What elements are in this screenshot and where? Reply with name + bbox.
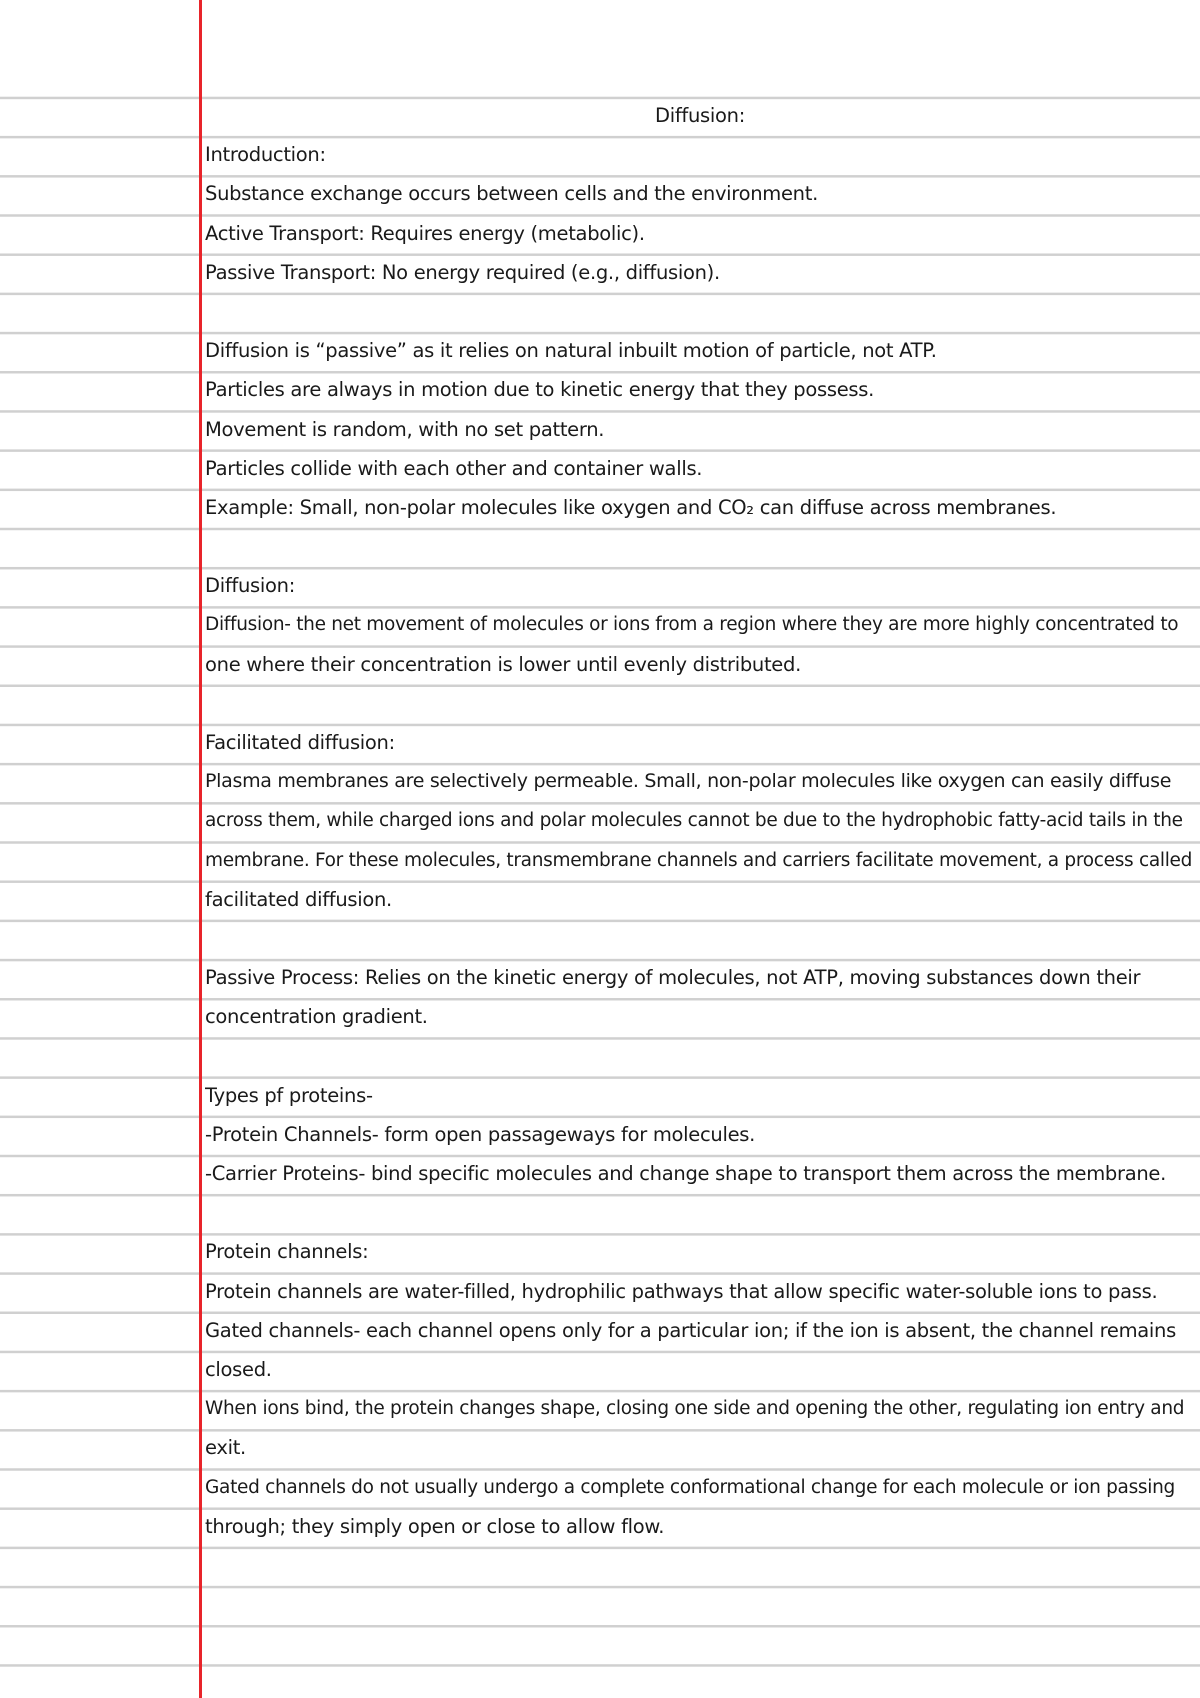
note-line: Types pf proteins- (205, 1083, 373, 1107)
note-line: across them, while charged ions and polar molecules cannot be due to the hydrophobic fatty-acid tails in the (205, 810, 1183, 832)
note-line: Passive Transport: No energy required (e.g., diffusion). (205, 260, 720, 284)
note-line: Gated channels- each channel opens only for a particular ion; if the ion is absent, the channel remains (205, 1318, 1176, 1342)
note-line: Particles are always in motion due to kinetic energy that they possess. (205, 378, 875, 402)
note-content (205, 96, 1195, 1546)
blank-line (205, 527, 1195, 566)
note-line: Diffusion: (205, 574, 295, 598)
note-line: Protein channels: (205, 1240, 369, 1264)
note-line: Movement is random, with no set pattern. (205, 417, 605, 441)
note-line: Protein channels are water-filled, hydrophilic pathways that allow specific water-soluble ions to pass. (205, 1279, 1158, 1303)
blank-line (205, 684, 1195, 723)
note-line: -Carrier Proteins- bind specific molecules and change shape to transport them across the membrane. (205, 1162, 1167, 1186)
note-line: Plasma membranes are selectively permeable. Small, non-polar molecules like oxygen can easily diffuse (205, 770, 1172, 793)
note-lines (205, 135, 1195, 1546)
note-line: Example: Small, non-polar molecules like oxygen and CO₂ can diffuse across membranes. (205, 495, 1057, 519)
note-line: one where their concentration is lower until evenly distributed. (205, 652, 801, 676)
note-title: Diffusion: (655, 104, 745, 127)
red-margin-line (199, 0, 202, 1698)
note-line: exit. (205, 1436, 246, 1460)
note-line: concentration gradient. (205, 1005, 428, 1029)
blank-line (205, 292, 1195, 331)
note-line: Passive Process: Relies on the kinetic energy of molecules, not ATP, moving substances down their (205, 966, 1141, 990)
note-line: closed. (205, 1358, 272, 1381)
blank-line (205, 919, 1195, 958)
note-line: When ions bind, the protein changes shape, closing one side and opening the other, regulating ion entry and (205, 1398, 1185, 1420)
note-line: facilitated diffusion. (205, 887, 392, 911)
note-line: membrane. For these molecules, transmembrane channels and carriers facilitate movement, a process called (205, 849, 1193, 871)
note-line: Facilitated diffusion: (205, 731, 395, 754)
blank-line (205, 1193, 1195, 1232)
note-line: Diffusion is “passive” as it relies on natural inbuilt motion of particle, not ATP. (205, 339, 937, 363)
note-line: -Protein Channels- form open passageways for molecules. (205, 1122, 756, 1146)
note-line: Substance exchange occurs between cells and the environment. (205, 182, 818, 206)
blank-line (205, 1037, 1195, 1076)
note-line: Particles collide with each other and container walls. (205, 456, 703, 480)
page-header-area (0, 0, 1200, 96)
note-line: Active Transport: Requires energy (metabolic). (205, 221, 645, 245)
note-line: through; they simply open or close to allow flow. (205, 1514, 665, 1538)
note-line: Diffusion- the net movement of molecules or ions from a region where they are more highly concentrated to (205, 614, 1179, 636)
note-line: Introduction: (205, 143, 326, 167)
note-line: Gated channels do not usually undergo a complete conformational change for each molecule or ion passing (205, 1476, 1175, 1498)
